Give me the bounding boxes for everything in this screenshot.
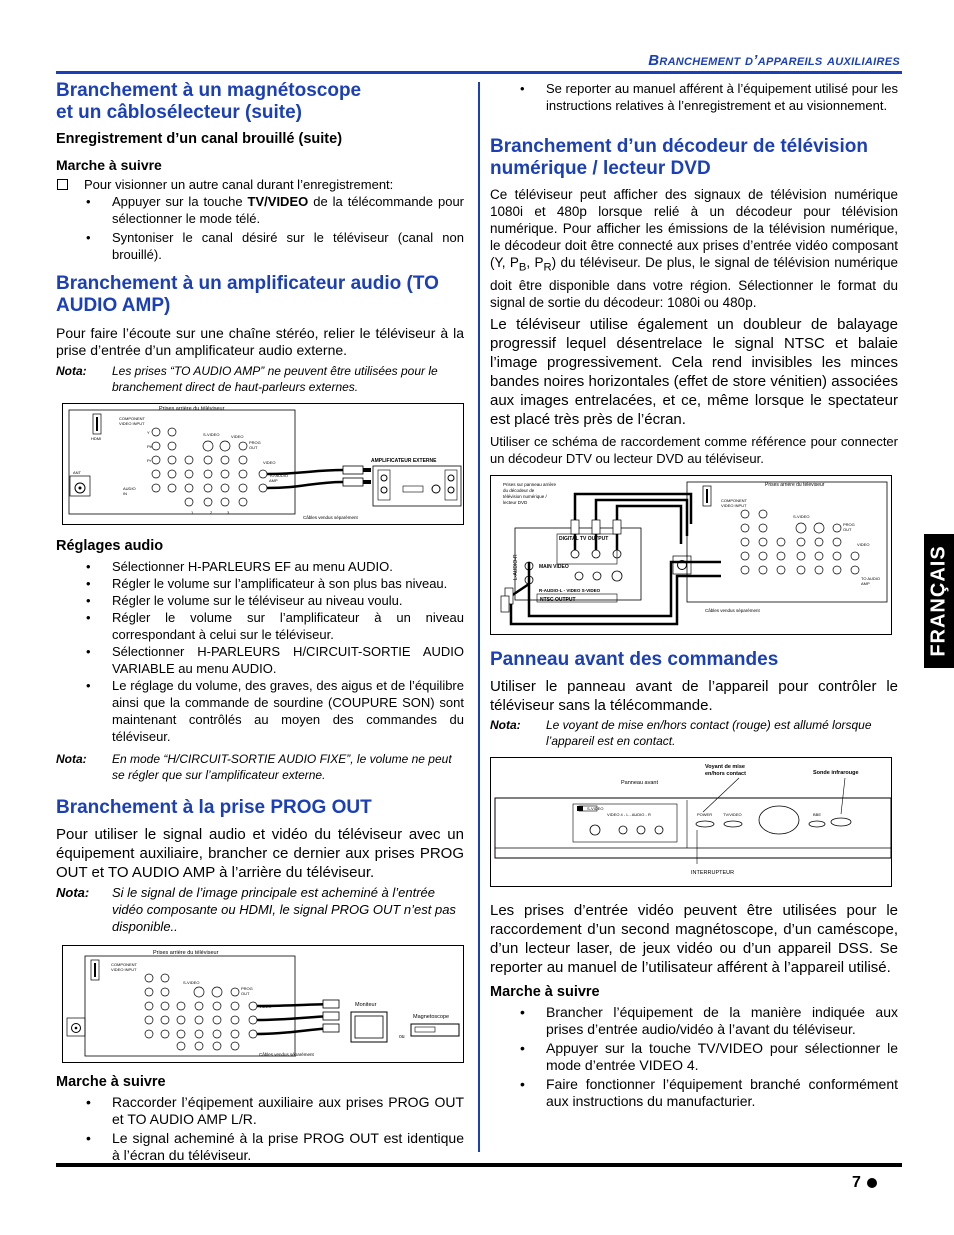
svg-text:du décodeur de: du décodeur de: [503, 487, 535, 493]
language-label: FRANÇAIS: [927, 545, 950, 657]
svg-text:TO AUDIO: TO AUDIO: [861, 575, 881, 581]
svg-text:OUT: OUT: [249, 445, 258, 450]
power-led-label: Voyant de mise: [705, 763, 745, 770]
bullet-dot-icon: [867, 1178, 877, 1188]
svg-text:2: 2: [210, 510, 213, 515]
svg-text:OUT: OUT: [843, 526, 852, 532]
dtv-text3: Utiliser ce schéma de raccordement comme référence pour connecter un décodeur DTV ou lecteur DVD au téléviseur.: [490, 433, 898, 466]
panel-note: Nota: Le voyant de mise en/hors contact (rouge) est allumé lorsque l’appareil est en contact.: [490, 717, 872, 748]
audio-note: Nota: En mode “H/CIRCUIT-SORTIE AUDIO FIXE”, le volume ne peut se régler que sur l’amplificateur externe.: [56, 752, 452, 782]
list-item: • Régler le volume sur l’amplificateur à son plus bas niveau.: [56, 575, 464, 592]
column-divider: [478, 82, 480, 1152]
check-item-text: Pour visionner un autre canal durant l’enregistrement:: [84, 177, 394, 192]
svg-text:Pr: Pr: [147, 458, 151, 463]
svg-text:AMP: AMP: [269, 478, 278, 483]
list-item: • Le réglage du volume, des graves, des aigus et de l’équilibre ainsi que la commande de sourdine (COUPURE SON) sont maintenant contrôlés au moyen des commandes du téléviseur.: [56, 677, 464, 745]
audio-bullets: [56, 558, 464, 745]
svideo-label: S-VIDEO: [587, 805, 604, 811]
svg-text:AMP: AMP: [861, 580, 870, 586]
prog-text: Pour utiliser le signal audio et vidéo du téléviseur avec un équipement auxiliaire, brancher ce dernier aux prises PROG OUT et TO AUDIO AMP à l’arrière du téléviseur.: [56, 826, 464, 881]
amp-note: Nota: Les prises “TO AUDIO AMP” ne peuvent être utilisées pour le branchement direct de haut-parleurs externes.: [56, 364, 438, 394]
list-item: • Raccorder l’éqipement auxiliaire aux prises PROG OUT et TO AUDIO AMP L/R.: [56, 1094, 464, 1128]
dtv-text2: Le téléviseur utilise également un doubleur de balayage progressif lequel désentrelace le signal NTSC et balaie l’image progressivement. Cela rend invisibles les minces bandes noires horizontales (effet de store vénitien) associées aux images entrelacées, et ce, même lorsque le spectateur est placé très près de l’écran.: [490, 315, 898, 428]
prog-procedure-label: Marche à suivre: [56, 1074, 166, 1090]
svg-text:COMPONENT: COMPONENT: [111, 962, 137, 967]
prog-title: Branchement à la prise PROG OUT: [56, 797, 372, 818]
header-rule: [56, 71, 902, 74]
ntsc-label: NTSC OUTPUT: [540, 596, 576, 603]
rear-label: Prises arrière du téléviseur: [159, 406, 225, 412]
decoder-label-1: Prises sur panneau arrière: [503, 481, 557, 487]
panel-text: Utiliser le panneau avant de l’appareil pour contrôler le téléviseur sans la télécommande.: [490, 677, 898, 714]
top-bullet: [490, 80, 898, 114]
svg-text:lecteur DVD: lecteur DVD: [503, 499, 528, 505]
vcr-subtitle: Enregistrement d’un canal brouillé (suite): [56, 131, 343, 147]
or-label: ou: [399, 1034, 405, 1040]
dtv-cables-label: Câbles vendus séparément: [705, 607, 760, 613]
svg-text:Pb: Pb: [147, 444, 152, 449]
power-label: POWER: [697, 811, 713, 817]
inputs-text: Les prises d’entrée vidéo peuvent être utilisées pour le raccordement d’un second magnétoscope, d’un caméscope, d’un lecteur laser, de jeux vidéo ou d’un appareil DSS. Se reporter au manuel de l’utilisateur afférent à l’appareil utilisé.: [490, 901, 898, 976]
svg-text:VIDEO INPUT: VIDEO INPUT: [111, 967, 137, 972]
main-video-label: MAIN VIDEO: [539, 563, 569, 570]
front-panel-diagram: [490, 757, 892, 887]
rear-label: Prises arrière du téléviseur: [153, 950, 219, 956]
ir-label: Sonde infrarouge: [813, 769, 859, 776]
amp-text: Pour faire l’écoute sur une chaîne stéréo, relier le téléviseur à la prise d’entrée d’un amplificateur audio externe.: [56, 325, 464, 358]
audio-svideo-label: R-AUDIO-L - VIDEO S-VIDEO: [539, 587, 601, 593]
svg-text:S-VIDEO: S-VIDEO: [793, 513, 810, 519]
prog-diagram: [62, 945, 464, 1063]
list-item: • Le signal acheminé à la prise PROG OUT est identique à l’écran du téléviseur.: [56, 1130, 464, 1164]
svg-text:VIDEO: VIDEO: [231, 434, 244, 439]
footer-rule: [56, 1163, 902, 1167]
svg-text:HDMI: HDMI: [91, 436, 102, 441]
check-item: [56, 176, 464, 193]
amp-label: AMPLIFICATEUR EXTERNE: [371, 458, 437, 464]
svg-text:Y: Y: [147, 430, 150, 435]
list-item: • Régler le volume sur l’amplificateur à un niveau correspondant à celui sur le téléviseur.: [56, 609, 464, 643]
amp-title: Branchement à un amplificateur audio (TO AUDIO AMP): [56, 273, 439, 316]
amp-diagram: [62, 403, 464, 525]
vcr-label: Magnetoscope: [413, 1014, 450, 1020]
list-item: • Appuyer sur la touche TV/VIDEO de la télécommande pour sélectionner le mode télé.: [56, 193, 464, 227]
front-label: Panneau avant: [621, 779, 659, 786]
svg-text:en/hors contact: en/hors contact: [705, 770, 746, 777]
monitor-label: Moniteur: [355, 1002, 377, 1008]
svg-text:PROG: PROG: [249, 440, 261, 445]
svg-text:VIDEO INPUT: VIDEO INPUT: [721, 502, 747, 508]
list-item: • Se reporter au manuel afférent à l’équipement utilisé pour les instructions relatives à l’enregistrement et au visionnement.: [490, 80, 898, 114]
svg-text:IN: IN: [123, 491, 127, 496]
list-item: • Régler le volume sur le téléviseur au niveau voulu.: [56, 592, 464, 609]
dtv-diagram: [490, 475, 892, 635]
svg-text:VIDEO: VIDEO: [259, 1004, 272, 1009]
bbe-label: BBE: [813, 811, 822, 817]
switch-label: INTERRUPTEUR: [691, 869, 735, 876]
svg-text:S-VIDEO: S-VIDEO: [183, 980, 200, 985]
section-header: Branchement d’appareils auxiliaires: [648, 52, 900, 69]
svg-text:PROG: PROG: [241, 986, 253, 991]
svg-text:AUDIO: AUDIO: [123, 486, 136, 491]
list-item: • Faire fonctionner l’équipement branché conformément aux instructions du manufacturier.: [490, 1076, 898, 1110]
panel-title: Panneau avant des commandes: [490, 648, 779, 670]
svg-text:ANT: ANT: [73, 470, 81, 475]
right-column: [490, 80, 898, 1110]
dtv-rear-label: Prises arrière du téléviseur: [765, 481, 825, 488]
vcr-bullets: [56, 193, 464, 263]
svg-text:3: 3: [227, 510, 230, 515]
list-item: • Syntoniser le canal désiré sur le téléviseur (canal non brouillé).: [56, 229, 464, 263]
svg-text:COMPONENT: COMPONENT: [119, 416, 145, 421]
audio-settings-title: Réglages audio: [56, 538, 164, 554]
language-tab: [924, 534, 954, 668]
panel-bullets: [490, 1004, 898, 1110]
svg-text:TO AUDIO: TO AUDIO: [269, 473, 289, 478]
svg-text:PROG: PROG: [843, 521, 855, 527]
video4-label: VIDEO 4 - L - AUDIO - R: [607, 811, 651, 817]
l-audio-r-label: L-AUDIO-R: [513, 554, 519, 580]
prog-note: Nota: Si le signal de l’image principale est acheminé à l’entrée vidéo composante ou HDMI, le signal PROG OUT n’est pas disponible..: [56, 885, 456, 934]
dtv-title: Branchement d’un décodeur de télévision numérique / lecteur DVD: [490, 136, 868, 179]
svg-text:COMPONENT: COMPONENT: [721, 497, 747, 503]
vcr-title: Branchement à un magnétoscope et un câblosélecteur (suite): [56, 80, 362, 123]
svg-text:OUT: OUT: [241, 991, 250, 996]
cables-label: Câbles vendus séparément: [259, 1052, 314, 1057]
dtv-text1: Ce téléviseur peut afficher des signaux de télévision numérique 1080i et 480p lorsque relié à un décodeur pour télévision numérique. Pour afficher les émissions de la télévision numérique, le décodeur doit être connecté aux prises d’entrée vidéo composant (Y, $P_B$, $P_R$) du téléviseur. De plus, le signal de télévision numérique doit être disponible dans votre région. Sélectionner le format du signal de sortie du décodeur: 1080i ou 480p.: [490, 187, 898, 310]
list-item: • Sélectionner H-PARLEURS EF au menu AUDIO.: [56, 558, 464, 575]
tvvideo-label: TV/VIDEO: [723, 811, 742, 817]
list-item: • Brancher l’équipement de la manière indiquée aux prises d’entrée audio/vidéo à l’avant du téléviseur.: [490, 1004, 898, 1038]
list-item: • Appuyer sur la touche TV/VIDEO pour sélectionner le mode d’entrée VIDEO 4.: [490, 1040, 898, 1074]
svg-text:S-VIDEO: S-VIDEO: [203, 432, 220, 437]
svg-text:VIDEO: VIDEO: [263, 460, 276, 465]
digital-out-label: DIGITAL TV OUTPUT: [559, 535, 609, 542]
list-item: • Sélectionner H-PARLEURS H/CIRCUIT-SORTIE AUDIO VARIABLE au menu AUDIO.: [56, 643, 464, 677]
procedure-label: Marche à suivre: [56, 157, 162, 173]
svg-text:1: 1: [191, 510, 194, 515]
svg-text:télévision numérique /: télévision numérique /: [503, 493, 547, 499]
left-column: [56, 80, 464, 1164]
prog-bullets: [56, 1094, 464, 1164]
cables-label: Câbles vendus séparément: [303, 515, 358, 520]
procedure-label-right: Marche à suivre: [490, 983, 600, 1000]
svg-text:VIDEO INPUT: VIDEO INPUT: [119, 421, 145, 426]
svg-text:VIDEO: VIDEO: [857, 541, 870, 547]
checkbox-icon: [57, 179, 68, 190]
page-number: 7: [852, 1174, 877, 1192]
